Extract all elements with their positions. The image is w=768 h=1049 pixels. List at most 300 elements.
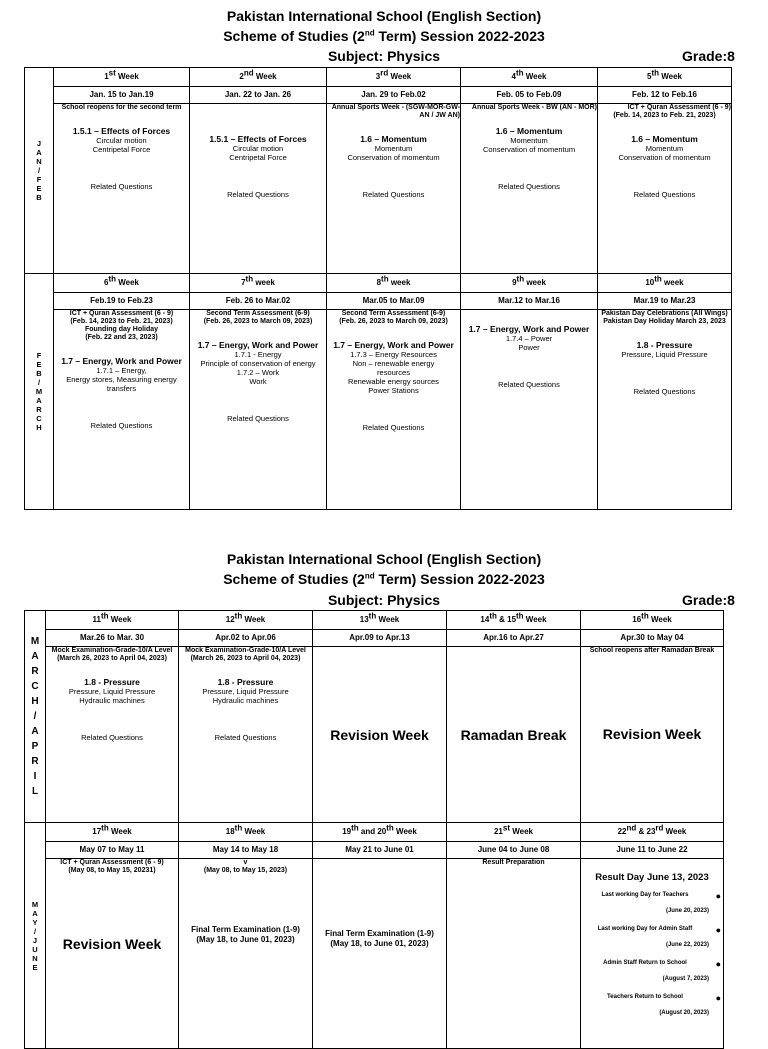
week-word: Week bbox=[253, 72, 277, 81]
result-day: Result Day June 13, 2023 bbox=[595, 872, 709, 883]
bullet-date: (June 22, 2023) bbox=[665, 942, 709, 948]
week-header bbox=[461, 68, 598, 87]
month-letter: A bbox=[32, 908, 38, 918]
month-letter: H bbox=[31, 696, 39, 707]
week-suffix: th bbox=[516, 611, 524, 621]
bullet-item bbox=[581, 925, 723, 949]
event-note: School reopens for the second term bbox=[61, 104, 182, 111]
subtopic: Centripetal Force bbox=[229, 153, 287, 162]
week-number: 16 bbox=[632, 615, 642, 624]
week-content bbox=[327, 104, 461, 274]
exam-text: (May 18, to June 01, 2023) bbox=[196, 935, 295, 944]
date-range bbox=[313, 630, 447, 647]
highlight-label: Revision Week bbox=[602, 726, 702, 742]
week-number: 11 bbox=[92, 615, 101, 624]
school-title-2: Pakistan International School (English Section) bbox=[226, 551, 542, 567]
week-suffix: th bbox=[108, 274, 117, 284]
week-number: 3 bbox=[375, 72, 381, 81]
week-header bbox=[54, 68, 190, 87]
month-letter: B bbox=[36, 369, 42, 378]
month-letter: E bbox=[36, 184, 42, 193]
week-number: 12 bbox=[225, 615, 235, 624]
date-text: Apr.30 to May 04 bbox=[620, 633, 684, 642]
week-label bbox=[327, 274, 460, 292]
event-note: (May 08, to May 15, 20231) bbox=[68, 867, 156, 874]
event-note: (March 26, 2023 to April 04, 2023) bbox=[57, 655, 167, 662]
related-questions: Related Questions bbox=[362, 190, 425, 199]
week-content bbox=[447, 647, 581, 823]
week-suffix: th bbox=[516, 274, 525, 284]
month-letter: R bbox=[36, 405, 42, 414]
week-label bbox=[581, 611, 723, 629]
subtopic: Principle of conservation of energy bbox=[200, 359, 316, 368]
subtopic: Pressure, Liquid Pressure bbox=[202, 687, 289, 696]
exam-text: (May 18, to June 01, 2023) bbox=[330, 939, 429, 948]
month-letter: L bbox=[31, 786, 39, 797]
month-letter: N bbox=[32, 953, 38, 963]
topic-title: 1.5.1 – Effects of Forces bbox=[72, 126, 171, 136]
month-letter: B bbox=[36, 193, 42, 202]
date-text: May 21 to June 01 bbox=[345, 845, 414, 854]
highlight-label: Revision Week bbox=[330, 726, 429, 743]
month-letter: R bbox=[31, 756, 39, 767]
subtopic: Work bbox=[249, 377, 267, 386]
week-content bbox=[46, 859, 179, 1049]
week-label bbox=[598, 68, 731, 86]
month-letter: Y bbox=[32, 917, 38, 927]
week-label bbox=[54, 68, 189, 86]
highlight-label: Ramadan Break bbox=[460, 726, 567, 743]
related-questions: Related Questions bbox=[227, 414, 289, 423]
topic-title: 1.6 – Momentum bbox=[631, 134, 698, 144]
week-suffix: rd bbox=[380, 68, 389, 78]
event-note: Pakistan Day Holiday March 23, 2023 bbox=[603, 318, 726, 325]
event-note: Pakistan Day Celebrations (All Wings) bbox=[601, 310, 728, 317]
week-number: 4 bbox=[511, 72, 516, 81]
month-letter: A bbox=[36, 396, 42, 405]
week-header bbox=[581, 823, 724, 842]
event-note: Founding day Holiday bbox=[84, 326, 159, 333]
week-suffix: th bbox=[515, 68, 524, 78]
week-label bbox=[447, 823, 580, 841]
week-suffix: th bbox=[489, 611, 497, 621]
week-label bbox=[313, 611, 446, 629]
date-range bbox=[598, 293, 732, 310]
week-word: Week bbox=[376, 615, 400, 624]
subtopic: Non – renewable energy bbox=[352, 359, 435, 368]
week-word: Week bbox=[242, 615, 266, 624]
date-range bbox=[313, 842, 447, 859]
week-label bbox=[461, 68, 597, 86]
related-questions: Related Questions bbox=[633, 190, 696, 199]
week-word: week bbox=[388, 278, 411, 287]
week-suffix: th bbox=[100, 611, 109, 621]
month-letter: / bbox=[33, 711, 37, 722]
event-note: Annual Sports Week - (SGW-MOR-GW-AN / JW AN) bbox=[331, 104, 460, 119]
date-text: Feb. 26 to Mar.02 bbox=[225, 296, 291, 305]
week-content bbox=[598, 104, 732, 274]
month-letter: A bbox=[31, 651, 39, 662]
subtopic: Pressure, Liquid Pressure bbox=[621, 350, 708, 359]
week-number: 10 bbox=[645, 278, 655, 287]
week-header bbox=[179, 611, 313, 630]
week-content bbox=[179, 647, 313, 823]
subtopic: transfers bbox=[106, 384, 137, 393]
bullet-item bbox=[581, 891, 723, 915]
week-number: 21 bbox=[493, 827, 503, 836]
topic-title: 1.8 - Pressure bbox=[217, 677, 274, 687]
month-letter: A bbox=[31, 726, 39, 737]
week-header bbox=[190, 68, 327, 87]
week-content bbox=[598, 310, 732, 510]
subtopic: Power bbox=[518, 343, 540, 352]
week-content bbox=[54, 104, 190, 274]
week-word: Week bbox=[388, 72, 412, 81]
subtopic: 1.7.3 – Energy Resources bbox=[350, 350, 437, 359]
week-header bbox=[598, 274, 732, 293]
subtopic: Centripetal Force bbox=[92, 145, 151, 154]
subtopic: Power Stations bbox=[368, 386, 419, 395]
event-note: (March 26, 2023 to April 04, 2023) bbox=[190, 655, 301, 662]
week-content bbox=[179, 859, 313, 1049]
month-letter: J bbox=[36, 139, 42, 148]
bullet-item bbox=[581, 993, 723, 1017]
month-letter: R bbox=[31, 666, 39, 677]
exam-text: Final Term Examination (1-9) bbox=[325, 929, 434, 938]
month-letter: U bbox=[32, 944, 38, 954]
related-questions: Related Questions bbox=[214, 733, 277, 742]
week-header bbox=[327, 274, 461, 293]
subtopic: 1.7.4 – Power bbox=[505, 334, 553, 343]
week-number: 14 bbox=[480, 615, 490, 624]
event-note: ICT + Quran Assessment (6 - 9) bbox=[60, 859, 164, 866]
week-suffix: th bbox=[641, 611, 649, 621]
week-word: Week bbox=[242, 827, 266, 836]
date-range bbox=[46, 630, 179, 647]
week-suffix: th bbox=[245, 274, 254, 284]
date-text: May 07 to May 11 bbox=[79, 845, 145, 854]
date-range bbox=[327, 87, 461, 104]
bullet-dot-icon: ● bbox=[715, 993, 721, 1003]
week-suffix: th bbox=[234, 823, 243, 833]
related-questions: Related Questions bbox=[633, 387, 696, 396]
event-note: (Feb. 26, 2023 to March 09, 2023) bbox=[339, 318, 448, 325]
date-range bbox=[447, 842, 581, 859]
event-note: (May 08, to May 15, 2023) bbox=[203, 867, 288, 874]
subtopic: 1.7.2 – Work bbox=[236, 368, 280, 377]
topic-title: 1.8 - Pressure bbox=[636, 340, 693, 350]
week-label bbox=[313, 823, 446, 841]
date-range bbox=[179, 842, 313, 859]
date-text: June 04 to June 08 bbox=[477, 845, 550, 854]
event-note: (Feb. 14, 2023 to Feb. 21, 2023) bbox=[70, 318, 173, 325]
month-letter: C bbox=[31, 681, 39, 692]
week-header bbox=[313, 611, 447, 630]
week-number: 2 bbox=[239, 72, 244, 81]
week-suffix: th bbox=[386, 823, 394, 833]
week-label bbox=[54, 274, 189, 292]
date-text: Feb. 05 to Feb.09 bbox=[496, 90, 562, 99]
week-label bbox=[46, 611, 178, 629]
subtopic: Hydraulic machines bbox=[79, 696, 145, 705]
subject-title-2: Subject: Physics bbox=[327, 592, 441, 608]
subtopic: Hydraulic machines bbox=[212, 696, 279, 705]
month-letter: F bbox=[36, 175, 42, 184]
date-range bbox=[598, 87, 732, 104]
subtopic: Conservation of momentum bbox=[482, 145, 576, 154]
bullet-dot-icon: ● bbox=[715, 891, 721, 901]
exam-block bbox=[313, 929, 446, 949]
month-letter: P bbox=[31, 741, 39, 752]
week-suffix: th bbox=[351, 823, 359, 833]
month-column bbox=[25, 68, 54, 274]
subtopic: Circular motion bbox=[232, 144, 284, 153]
bullet-text: Last working Day for Teachers bbox=[601, 892, 689, 898]
week-header bbox=[598, 68, 732, 87]
week-word: and 20 bbox=[358, 827, 387, 836]
topic-title: 1.5.1 – Effects of Forces bbox=[209, 134, 307, 144]
week-content bbox=[327, 310, 461, 510]
bullet-dot-icon: ● bbox=[715, 925, 721, 935]
month-column bbox=[25, 823, 46, 1049]
week-header bbox=[447, 823, 581, 842]
month-letter: C bbox=[36, 414, 42, 423]
date-text: May 14 to May 18 bbox=[212, 845, 279, 854]
week-header bbox=[46, 611, 179, 630]
related-questions: Related Questions bbox=[81, 733, 143, 742]
week-number: 22 bbox=[617, 827, 627, 836]
week-number: 1 bbox=[104, 72, 109, 81]
week-word: & 15 bbox=[496, 615, 517, 624]
subtopic: 1.7.1 – Energy, bbox=[96, 366, 147, 375]
date-text: Feb.19 to Feb.23 bbox=[90, 296, 153, 305]
week-word: Week bbox=[393, 827, 417, 836]
month-letter: J bbox=[32, 935, 38, 945]
subtopic: Circular motion bbox=[96, 136, 147, 145]
week-suffix: nd bbox=[243, 68, 254, 78]
week-content bbox=[581, 859, 724, 1049]
week-word: Week bbox=[108, 615, 132, 624]
week-number: 17 bbox=[92, 827, 102, 836]
week-suffix: th bbox=[234, 611, 243, 621]
month-letter: / bbox=[37, 378, 41, 387]
related-questions: Related Questions bbox=[90, 182, 153, 191]
scheme-title-1: Scheme of Studies (2nd Term) Session 2022-2023 bbox=[223, 28, 545, 44]
week-content bbox=[447, 859, 581, 1049]
date-range bbox=[461, 87, 598, 104]
month-letter: / bbox=[33, 926, 37, 936]
date-range bbox=[581, 842, 724, 859]
date-text: Mar.12 to Mar.16 bbox=[498, 296, 560, 305]
month-letter: / bbox=[37, 166, 41, 175]
date-text: Jan. 15 to Jan.19 bbox=[89, 90, 154, 99]
date-range bbox=[447, 630, 581, 647]
week-word: Week bbox=[659, 72, 682, 81]
month-letter: M bbox=[31, 899, 39, 909]
event-note: Annual Sports Week - BW (AN - MOR) bbox=[471, 104, 597, 111]
event-note: (Feb. 26, 2023 to March 09, 2023) bbox=[203, 318, 313, 325]
date-range bbox=[190, 87, 327, 104]
related-questions: Related Questions bbox=[498, 182, 560, 191]
week-suffix: th bbox=[368, 611, 377, 621]
scheme-title-2: Scheme of Studies (2nd Term) Session 2022-2023 bbox=[223, 571, 545, 587]
topic-title: 1.7 – Energy, Work and Power bbox=[61, 356, 182, 366]
week-label bbox=[327, 68, 460, 86]
date-range bbox=[190, 293, 327, 310]
event-note: Second Term Assessment (6-9) bbox=[341, 310, 446, 317]
date-text: Jan. 29 to Feb.02 bbox=[361, 90, 426, 99]
event-note: Mock Examination-Grade-10/A Level bbox=[185, 647, 306, 654]
date-text: Jan. 22 to Jan. 26 bbox=[224, 90, 292, 99]
week-number: 19 bbox=[342, 827, 352, 836]
week-word: Week bbox=[108, 827, 132, 836]
exam-block bbox=[179, 925, 312, 945]
month-letter: E bbox=[36, 360, 42, 369]
exam-text: Final Term Examination (1-9) bbox=[191, 925, 300, 934]
event-note: (Feb. 22 and 23, 2023) bbox=[85, 334, 158, 341]
month-letter: M bbox=[30, 636, 40, 647]
related-questions: Related Questions bbox=[90, 421, 153, 430]
week-content bbox=[461, 310, 598, 510]
week-content bbox=[190, 310, 327, 510]
date-text: Mar.19 to Mar.23 bbox=[633, 296, 696, 305]
month-letter: M bbox=[35, 387, 43, 396]
month-column bbox=[25, 274, 54, 510]
date-range bbox=[179, 630, 313, 647]
date-range bbox=[46, 842, 179, 859]
date-range bbox=[54, 87, 190, 104]
topic-title: 1.6 – Momentum bbox=[495, 126, 563, 136]
week-header bbox=[54, 274, 190, 293]
grade-label-1: Grade:8 bbox=[682, 48, 735, 64]
week-suffix: nd bbox=[626, 823, 637, 833]
bullet-item bbox=[581, 959, 723, 983]
week-header bbox=[327, 68, 461, 87]
week-word: & 23 bbox=[636, 827, 656, 836]
date-range bbox=[54, 293, 190, 310]
week-label bbox=[581, 823, 723, 841]
week-content bbox=[46, 647, 179, 823]
month-letter: N bbox=[36, 157, 42, 166]
date-text: Apr.16 to Apr.27 bbox=[483, 633, 544, 642]
month-column bbox=[25, 611, 46, 823]
week-word: Week bbox=[663, 827, 687, 836]
month-letter: H bbox=[36, 423, 42, 432]
week-label bbox=[190, 274, 326, 292]
week-word: Week bbox=[510, 827, 533, 836]
subject-title-1: Subject: Physics bbox=[327, 48, 441, 64]
subtopic: Pressure, Liquid Pressure bbox=[68, 687, 156, 696]
week-number: 7 bbox=[241, 278, 246, 287]
date-text: June 11 to June 22 bbox=[616, 845, 688, 854]
related-questions: Related Questions bbox=[227, 190, 289, 199]
week-word: week bbox=[253, 278, 275, 287]
month-letter: I bbox=[33, 771, 37, 782]
week-suffix: th bbox=[101, 823, 109, 833]
week-label bbox=[447, 611, 580, 629]
event-note: Second Term Assessment (6-9) bbox=[206, 310, 310, 317]
week-header bbox=[190, 274, 327, 293]
topic-title: 1.7 – Energy, Work and Power bbox=[468, 324, 590, 334]
week-word: Week bbox=[116, 278, 139, 287]
week-suffix: th bbox=[654, 274, 662, 284]
related-questions: Related Questions bbox=[498, 380, 560, 389]
week-number: 18 bbox=[225, 827, 235, 836]
week-number: 13 bbox=[359, 615, 369, 624]
week-label bbox=[179, 611, 312, 629]
week-content bbox=[190, 104, 327, 274]
bullet-date: (August 20, 2023) bbox=[659, 1010, 709, 1016]
subtopic: 1.7.1 - Energy bbox=[234, 350, 282, 359]
subtopic: Renewable energy sources bbox=[348, 377, 439, 386]
week-label bbox=[598, 274, 731, 292]
week-header bbox=[46, 823, 179, 842]
event-note: School reopens after Ramadan Break bbox=[589, 647, 715, 654]
date-text: Apr.09 to Apr.13 bbox=[349, 633, 410, 642]
bullet-dot-icon: ● bbox=[715, 959, 721, 969]
date-text: Apr.02 to Apr.06 bbox=[215, 633, 276, 642]
date-text: Feb. 12 to Feb.16 bbox=[632, 90, 697, 99]
week-label bbox=[190, 68, 326, 86]
bullet-date: (June 20, 2023) bbox=[665, 908, 709, 914]
date-text: Mar.26 to Mar. 30 bbox=[79, 633, 145, 642]
subtopic: Conservation of momentum bbox=[618, 153, 711, 162]
event-note: ICT + Quran Assessment (6 - 9) bbox=[627, 104, 731, 111]
school-title-1: Pakistan International School (English Section) bbox=[226, 8, 542, 24]
subtopic: Momentum bbox=[645, 144, 684, 153]
month-letter: F bbox=[36, 351, 42, 360]
week-header bbox=[179, 823, 313, 842]
week-header bbox=[461, 274, 598, 293]
bullet-date: (August 7, 2023) bbox=[662, 976, 709, 982]
date-range bbox=[461, 293, 598, 310]
week-suffix: th bbox=[381, 274, 389, 284]
event-note: ICT + Quran Assessment (6 - 9) bbox=[69, 310, 174, 317]
related-questions: Related Questions bbox=[362, 423, 425, 432]
week-content bbox=[313, 647, 447, 823]
subtopic: resources bbox=[377, 368, 410, 377]
week-number: 8 bbox=[376, 278, 382, 287]
week-word: Week bbox=[115, 72, 139, 81]
bullet-text: Teachers Return to School bbox=[607, 994, 683, 1000]
week-number: 6 bbox=[104, 278, 109, 287]
week-suffix: st bbox=[502, 823, 511, 833]
schedule-table-2 bbox=[24, 610, 724, 1049]
subtopic: Momentum bbox=[374, 144, 413, 153]
week-content bbox=[461, 104, 598, 274]
event-dates: (Feb. 14, 2023 to Feb. 21, 2023) bbox=[613, 112, 716, 119]
week-label bbox=[461, 274, 597, 292]
date-range bbox=[327, 293, 461, 310]
subtopic: Energy stores, Measuring energy bbox=[66, 375, 177, 384]
month-letter: A bbox=[36, 148, 42, 157]
event-note: v bbox=[243, 859, 248, 866]
schedule-table-1 bbox=[24, 67, 732, 510]
topic-title: 1.8 - Pressure bbox=[84, 677, 140, 687]
grade-label-2: Grade:8 bbox=[682, 592, 735, 608]
week-header bbox=[581, 611, 724, 630]
week-suffix: st bbox=[108, 68, 116, 78]
week-header bbox=[313, 823, 447, 842]
subtopic: Momentum bbox=[510, 136, 548, 145]
week-word: week bbox=[661, 278, 684, 287]
week-header bbox=[447, 611, 581, 630]
month-letter: E bbox=[32, 962, 38, 972]
bullet-text: Admin Staff Return to School bbox=[603, 960, 687, 966]
week-label bbox=[179, 823, 312, 841]
date-text: Mar.05 to Mar.09 bbox=[362, 296, 425, 305]
week-content bbox=[54, 310, 190, 510]
